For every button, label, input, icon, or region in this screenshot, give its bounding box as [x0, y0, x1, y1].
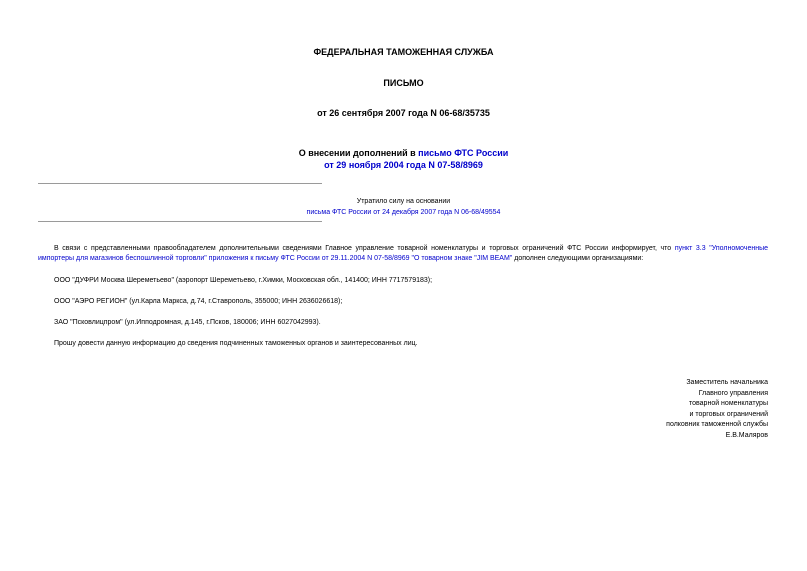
body-paragraph-5: Прошу довести данную информацию до сведения подчиненных таможенных органов и заинтересованных лиц.	[54, 340, 418, 347]
subject-prefix: О внесении дополнений в	[298, 148, 419, 158]
signature-block	[666, 378, 768, 441]
subject-link-date[interactable]: от 29 ноября 2004 года N 07-58/8969	[324, 160, 483, 170]
status-notice-link[interactable]: письма ФТС России от 24 декабря 2007 года N 06-68/49554	[306, 209, 501, 216]
signature-line: и торговых ограничений	[689, 410, 768, 418]
p1-link-clause[interactable]: пункт 3.3 "Уполномоченные импортеры для магазинов беспошлинной торговли" приложения к письму ФТС России от 29.11.2004 N 07-58/8969 "О товарном знаке "JIM BEAM"	[38, 245, 768, 262]
divider-bottom	[38, 221, 322, 222]
status-notice-text: Утратило силу на основании	[356, 198, 451, 205]
signature-line: полковник таможенной службы	[666, 421, 768, 428]
document-date-number: от 26 сентября 2007 года N 06-68/35735	[317, 108, 490, 118]
body-paragraph-1	[38, 244, 768, 264]
signatory-name: Е.В.Маляров	[725, 431, 768, 439]
p1-text-start: В связи с представленными правообладателем дополнительными сведениями Главное управление товарной номенклатуры и торговых ограничений ФТС России информирует, что	[54, 245, 675, 252]
body-paragraph-3: ООО "АЭРО РЕГИОН" (ул.Карла Маркса, д.74, г.Ставрополь, 355000; ИНН 2636026618);	[54, 298, 343, 305]
status-notice	[0, 196, 807, 218]
signature-line: Заместитель начальника	[686, 379, 768, 386]
signature-line: Главного управления	[698, 389, 768, 397]
body-paragraph-4: ЗАО "Псковлицпром" (ул.Ипподромная, д.145, г.Псков, 180006; ИНН 6027042993).	[54, 319, 321, 326]
document-subject	[0, 147, 807, 171]
document-type: ПИСЬМО	[383, 78, 424, 88]
subject-link-letter[interactable]: письмо ФТС России	[418, 148, 509, 158]
body-paragraph-2: ООО "ДУФРИ Москва Шереметьево" (аэропорт Шереметьево, г.Химки, Московская обл., 141400; ИНН 7717579183);	[54, 277, 433, 284]
agency-title: ФЕДЕРАЛЬНАЯ ТАМОЖЕННАЯ СЛУЖБА	[313, 47, 494, 57]
signature-line: товарной номенклатуры	[689, 400, 768, 407]
divider-top	[38, 183, 322, 184]
p1-text-end: дополнен следующими организациями:	[512, 255, 644, 262]
